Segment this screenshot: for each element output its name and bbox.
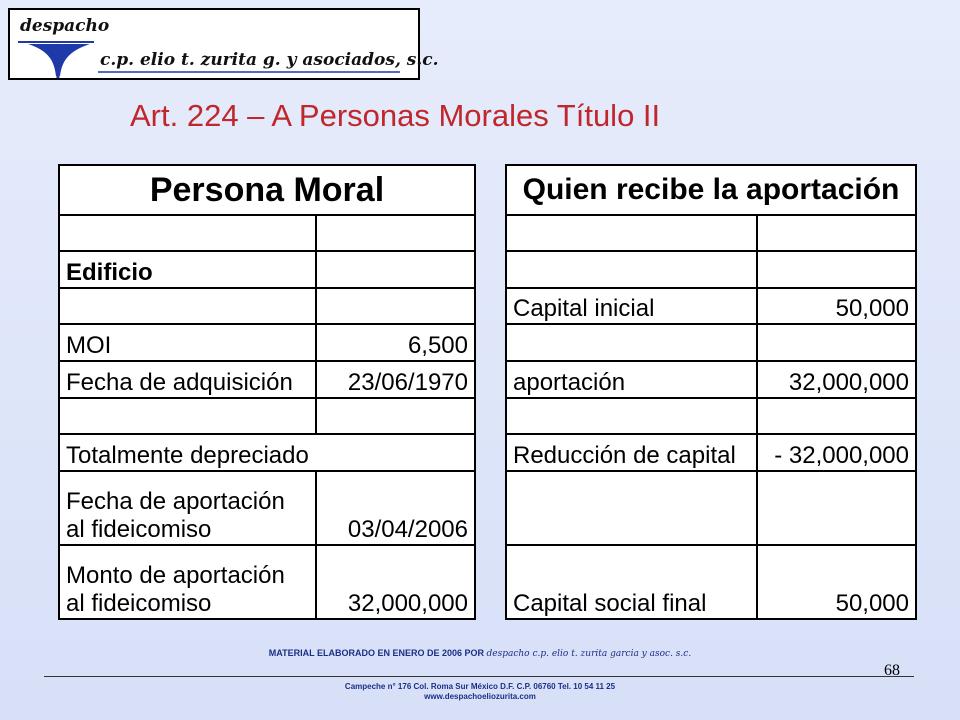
row-value: 50,000 bbox=[757, 545, 916, 619]
row-label: aportación bbox=[506, 361, 757, 398]
row-value bbox=[757, 471, 916, 545]
row-label: MOI bbox=[59, 324, 316, 361]
row-value: 32,000,000 bbox=[757, 361, 916, 398]
company-logo bbox=[8, 8, 439, 80]
table-row bbox=[59, 434, 475, 471]
row-label-line1: Fecha de aportación bbox=[66, 488, 285, 515]
table-header: Quien recibe la aportación bbox=[506, 165, 916, 215]
logo-firm-name: c.p. elio t. zurita g. y asociados, s.c. bbox=[100, 50, 439, 70]
table-row bbox=[506, 251, 916, 288]
row-label: Totalmente depreciado bbox=[59, 434, 475, 471]
footer-address: Campeche n° 176 Col. Roma Sur México D.F. C.P. 06760 Tel. 10 54 11 25 bbox=[344, 682, 616, 691]
table-row bbox=[506, 361, 916, 398]
table-row bbox=[59, 251, 475, 288]
row-value bbox=[316, 288, 475, 324]
row-label: Capital social final bbox=[506, 545, 757, 619]
row-label bbox=[59, 215, 316, 251]
footer-note-text: MATERIAL ELABORADO EN ENERO DE 2006 POR bbox=[268, 648, 484, 658]
row-label: Capital inicial bbox=[506, 288, 757, 324]
row-value bbox=[757, 251, 916, 288]
table-row bbox=[506, 215, 916, 251]
row-value: - 32,000,000 bbox=[757, 434, 916, 471]
row-label: Edificio bbox=[59, 251, 316, 288]
row-label bbox=[506, 398, 757, 434]
row-value: 23/06/1970 bbox=[316, 361, 475, 398]
table-row bbox=[59, 215, 475, 251]
row-label-line2: al fideicomiso bbox=[66, 590, 212, 617]
footer-website: www.despachoeliozurita.com bbox=[424, 692, 536, 701]
row-value bbox=[316, 398, 475, 434]
row-label bbox=[59, 288, 316, 324]
row-value bbox=[757, 398, 916, 434]
logo-brand: despacho bbox=[20, 16, 110, 36]
persona-moral-table bbox=[58, 164, 476, 620]
table-row bbox=[59, 471, 475, 545]
row-label: Fecha de adquisición bbox=[59, 361, 316, 398]
table-row bbox=[506, 471, 916, 545]
row-value bbox=[757, 215, 916, 251]
row-label bbox=[506, 471, 757, 545]
table-row bbox=[59, 545, 475, 619]
table-row bbox=[59, 398, 475, 434]
row-value: 50,000 bbox=[757, 288, 916, 324]
row-label bbox=[506, 215, 757, 251]
table-row bbox=[506, 398, 916, 434]
table-row bbox=[59, 288, 475, 324]
row-value bbox=[757, 324, 916, 361]
table-row bbox=[506, 288, 916, 324]
row-label bbox=[506, 324, 757, 361]
quien-recibe-table bbox=[505, 164, 917, 620]
row-value bbox=[316, 251, 475, 288]
table-row bbox=[506, 324, 916, 361]
row-label bbox=[59, 398, 316, 434]
row-value: 03/04/2006 bbox=[316, 471, 475, 545]
row-label bbox=[59, 471, 316, 545]
row-label-line2: al fideicomiso bbox=[66, 516, 212, 543]
row-value: 6,500 bbox=[316, 324, 475, 361]
row-label bbox=[506, 251, 757, 288]
footer-note bbox=[0, 648, 960, 659]
table-row bbox=[59, 361, 475, 398]
footer-divider bbox=[44, 676, 914, 677]
row-label bbox=[59, 545, 316, 619]
slide-title: Art. 224 – A Personas Morales Título II bbox=[130, 98, 661, 133]
table-row bbox=[506, 434, 916, 471]
footer-signature: despacho c.p. elio t. zurita garcia y asoc. s.c. bbox=[486, 649, 692, 659]
table-row bbox=[59, 324, 475, 361]
table-row bbox=[506, 545, 916, 619]
row-value: 32,000,000 bbox=[316, 545, 475, 619]
row-label: Reducción de capital bbox=[506, 434, 757, 471]
row-value bbox=[316, 215, 475, 251]
table-header: Persona Moral bbox=[59, 165, 475, 215]
page-number: 68 bbox=[884, 662, 900, 679]
row-label-line1: Monto de aportación bbox=[66, 562, 285, 589]
